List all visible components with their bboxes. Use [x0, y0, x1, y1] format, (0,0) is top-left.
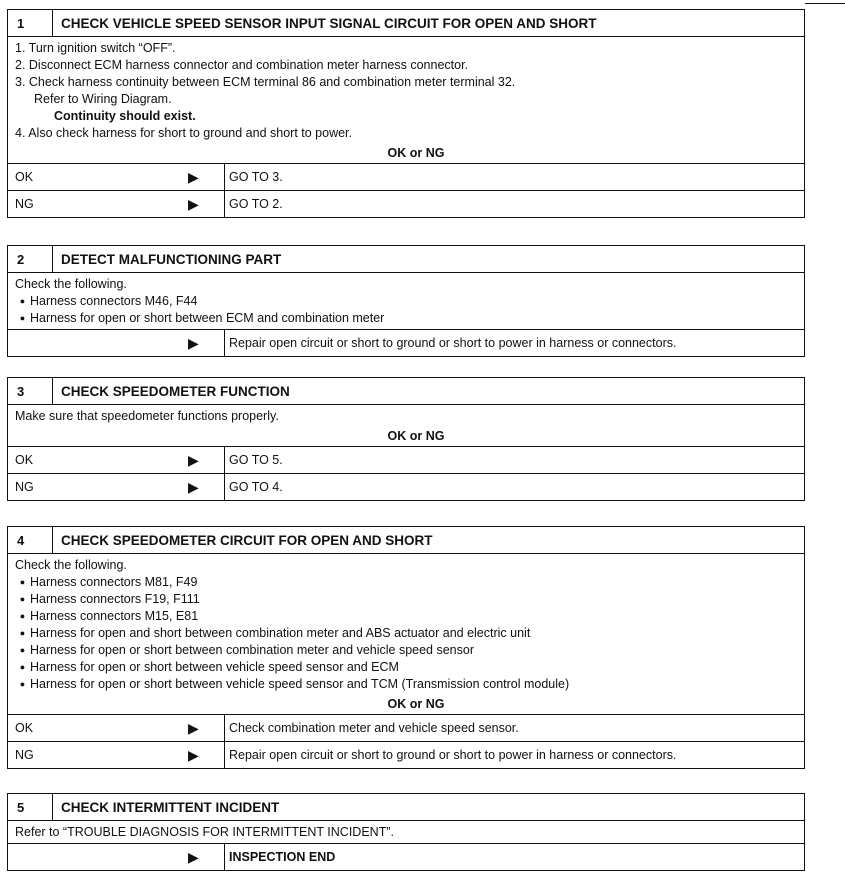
arrow-icon: ▶ — [188, 451, 199, 468]
step-title: CHECK SPEEDOMETER CIRCUIT FOR OPEN AND SHORT — [52, 527, 804, 553]
list-item — [15, 310, 797, 327]
result-row-ng — [8, 473, 804, 500]
arrow-icon: ▶ — [188, 195, 199, 212]
list-item — [15, 293, 797, 310]
step-title: CHECK VEHICLE SPEED SENSOR INPUT SIGNAL CIRCUIT FOR OPEN AND SHORT — [52, 10, 804, 36]
step-5-body — [8, 821, 804, 843]
result-row-ng — [8, 190, 804, 217]
result-action: GO TO 2. — [224, 191, 804, 217]
step-number: 5 — [17, 799, 25, 815]
step-4-header — [8, 527, 804, 554]
list-item — [15, 574, 797, 591]
result-action: GO TO 5. — [224, 447, 804, 473]
list-item-text: Harness connectors M81, F49 — [30, 575, 198, 589]
step-2-header — [8, 246, 804, 273]
intro-line: Make sure that speedometer functions properly. — [15, 409, 279, 423]
bullet-icon: ● — [19, 313, 26, 323]
result-row-ok — [8, 714, 804, 741]
result-row — [8, 329, 804, 356]
list-item-text: Harness for open or short between ECM and combination meter — [30, 311, 385, 325]
result-action: Check combination meter and vehicle speed sensor. — [224, 715, 804, 741]
list-item-text: Harness for open and short between combination meter and ABS actuator and electric unit — [30, 626, 531, 640]
bullet-icon: ● — [19, 645, 26, 655]
arrow-icon: ▶ — [188, 719, 199, 736]
list-item — [15, 659, 797, 676]
step-title: CHECK INTERMITTENT INCIDENT — [52, 794, 804, 820]
bullet-icon: ● — [19, 611, 26, 621]
intro-line: Check the following. — [15, 277, 127, 291]
step-title: CHECK SPEEDOMETER FUNCTION — [52, 378, 804, 404]
bullet-icon: ● — [19, 577, 26, 587]
step-number: 3 — [17, 383, 25, 399]
result-row-ng — [8, 741, 804, 768]
result-action: GO TO 4. — [224, 474, 804, 500]
bullet-icon: ● — [19, 296, 26, 306]
list-item-text: Harness for open or short between vehicle speed sensor and TCM (Transmission control module) — [30, 677, 570, 691]
instruction-subline: Refer to Wiring Diagram. — [34, 92, 172, 106]
arrow-icon: ▶ — [188, 334, 199, 351]
step-2-body — [8, 273, 804, 329]
bullet-icon: ● — [19, 594, 26, 604]
step-number: 1 — [17, 15, 25, 31]
step-3-header — [8, 378, 804, 405]
result-key: NG — [15, 480, 34, 494]
arrow-icon: ▶ — [188, 168, 199, 185]
step-4-box — [7, 526, 805, 769]
step-1-box — [7, 9, 805, 218]
expected-result: Continuity should exist. — [54, 109, 196, 123]
result-action: GO TO 3. — [224, 164, 804, 190]
step-5-box — [7, 793, 805, 871]
list-item — [15, 591, 797, 608]
list-item-text: Harness for open or short between vehicle speed sensor and ECM — [30, 660, 399, 674]
list-item — [15, 608, 797, 625]
step-1-body — [8, 37, 804, 144]
instruction-line: 4. Also check harness for short to ground and short to power. — [15, 126, 352, 140]
step-1-header — [8, 10, 804, 37]
result-key: OK — [15, 170, 34, 184]
bullet-icon: ● — [19, 662, 26, 672]
step-4-body — [8, 554, 804, 695]
step-2-box — [7, 245, 805, 357]
arrow-icon: ▶ — [188, 848, 199, 865]
result-key: NG — [15, 748, 34, 762]
step-5-header — [8, 794, 804, 821]
bullet-icon: ● — [19, 628, 26, 638]
instruction-line: 3. Check harness continuity between ECM terminal 86 and combination meter terminal 32. — [15, 75, 516, 89]
instruction-line: 2. Disconnect ECM harness connector and combination meter harness connector. — [15, 58, 469, 72]
list-item-text: Harness connectors M15, E81 — [30, 609, 199, 623]
result-row — [8, 843, 804, 870]
list-item — [15, 642, 797, 659]
ok-or-ng-label: OK or NG — [387, 146, 445, 160]
intro-line: Check the following. — [15, 558, 127, 572]
result-action: Repair open circuit or short to ground or short to power in harness or connectors. — [224, 742, 804, 768]
list-item-text: Harness connectors M46, F44 — [30, 294, 198, 308]
list-item-text: Harness for open or short between combination meter and vehicle speed sensor — [30, 643, 475, 657]
ok-or-ng-label: OK or NG — [387, 697, 445, 711]
result-action: Repair open circuit or short to ground or short to power in harness or connectors. — [224, 330, 804, 356]
step-3-box — [7, 377, 805, 501]
list-item-text: Harness connectors F19, F111 — [30, 592, 200, 606]
list-item — [15, 676, 797, 693]
result-key: OK — [15, 453, 34, 467]
result-key: OK — [15, 721, 34, 735]
step-number: 4 — [17, 532, 25, 548]
result-action: INSPECTION END — [224, 844, 804, 870]
step-3-body — [8, 405, 804, 427]
ok-or-ng-label: OK or NG — [387, 429, 445, 443]
list-item — [15, 625, 797, 642]
instruction-line: 1. Turn ignition switch “OFF”. — [15, 41, 176, 55]
result-row-ok — [8, 446, 804, 473]
bullet-icon: ● — [19, 679, 26, 689]
result-row-ok — [8, 163, 804, 190]
step-number: 2 — [17, 251, 25, 267]
step-title: DETECT MALFUNCTIONING PART — [52, 246, 804, 272]
top-rule — [805, 3, 845, 4]
result-key: NG — [15, 197, 34, 211]
arrow-icon: ▶ — [188, 478, 199, 495]
intro-line: Refer to “TROUBLE DIAGNOSIS FOR INTERMITTENT INCIDENT”. — [15, 825, 394, 839]
arrow-icon: ▶ — [188, 746, 199, 763]
